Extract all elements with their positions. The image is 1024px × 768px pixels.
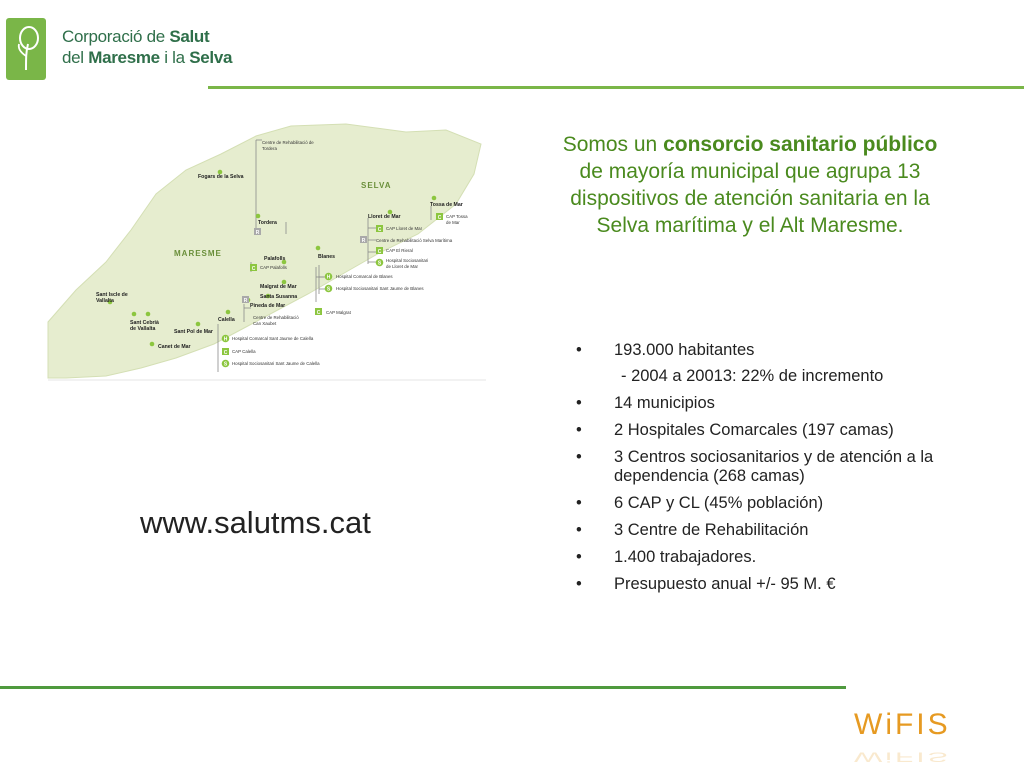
town-dot: [226, 310, 231, 315]
centre-label: CAP Palafolls: [260, 265, 287, 270]
list-item: • 14 municipios: [576, 394, 715, 412]
town-label: Calella: [218, 317, 235, 323]
centre-label: Hospital Sociosanitari Sant Jaume de Blanes: [336, 286, 424, 291]
region-map: [46, 122, 488, 384]
town-label: de Vallalta: [130, 326, 156, 332]
centre-label: Tordera: [262, 146, 277, 151]
facts-list: [576, 341, 996, 602]
centre-label: Centre de Rehabilitació: [253, 315, 299, 320]
tree-logo-icon: [6, 18, 46, 80]
centre-label: Hospital Sociosanitari: [386, 258, 429, 263]
town-dot: [196, 322, 201, 327]
organization-name: Corporació de Salut del Maresme i la Selva: [62, 27, 233, 67]
list-item: • 1.400 trabajadores.: [576, 548, 757, 566]
town-dot: [316, 246, 321, 251]
town-label: Vallalta: [96, 298, 114, 304]
town-label: Sant Pol de Mar: [174, 329, 213, 335]
centre-label: Hospital Sociosanitari Sant Jaume de Calella: [232, 361, 320, 366]
region-label-selva: SELVA: [361, 181, 392, 190]
svg-text:S: S: [377, 260, 382, 267]
town-dot: [150, 342, 155, 347]
town-label: Malgrat de Mar: [260, 284, 297, 290]
town-dot: [432, 196, 437, 201]
svg-text:C: C: [437, 214, 442, 221]
svg-text:R: R: [361, 237, 366, 244]
list-item: • 193.000 habitantes: [576, 341, 755, 359]
centre-label: CAP Malgrat: [326, 310, 351, 315]
region-label-maresme: MARESME: [174, 249, 222, 258]
town-label: Sant Cebrià: [130, 320, 159, 326]
list-item: • 6 CAP y CL (45% población): [576, 494, 824, 512]
town-label: Blanes: [318, 254, 336, 260]
town-dot: [256, 214, 261, 219]
town-label: Santa Susanna: [260, 294, 298, 300]
list-item: • Presupuesto anual +/- 95 M. €: [576, 575, 836, 593]
list-item: • 3 Centros sociosanitarios y de atención a la dependencia (268 camas): [576, 448, 934, 485]
svg-text:WiFIS: WiFIS: [854, 708, 951, 741]
town-label: Canet de Mar: [158, 344, 191, 350]
svg-text:S: S: [223, 361, 228, 368]
intro-highlight: consorcio sanitario público: [663, 133, 938, 156]
svg-text:H: H: [326, 274, 331, 281]
centre-label: CAP Tossa: [446, 214, 468, 219]
town-label: Pineda de Mar: [250, 303, 286, 309]
list-item-sub: - 2004 a 20013: 22% de incremento: [621, 367, 884, 385]
svg-text:R: R: [255, 229, 260, 236]
intro-text: Somos un consorcio sanitario público de mayoría municipal que agrupa 13 dispositivos de atención sanitaria en la Selva marítima y el Alt Maresme.: [562, 133, 938, 237]
town-label: Tossa de Mar: [430, 202, 463, 208]
centre-label: Hospital Comarcal de Blanes: [336, 274, 393, 279]
svg-text:C: C: [377, 226, 382, 233]
town-dot: [132, 312, 137, 317]
svg-text:S: S: [326, 286, 331, 293]
town-label: Sant Iscle de: [96, 292, 128, 298]
svg-text:C: C: [377, 248, 382, 255]
centre-label: Hospital Comarcal Sant Jaume de Calella: [232, 336, 314, 341]
centre-label: CAP Lloret de Mar: [386, 226, 423, 231]
town-label: Lloret de Mar: [368, 214, 401, 220]
list-item: • 3 Centre de Rehabilitación: [576, 521, 809, 539]
svg-text:C: C: [316, 309, 321, 316]
town-label: Tordera: [258, 220, 277, 226]
centre-label: CAP Calella: [232, 349, 256, 354]
centre-label: CAP El Rieral: [386, 248, 413, 253]
centre-label: Centre de Rehabilitació Selva Marítima: [376, 238, 453, 243]
header-divider: [208, 86, 1024, 89]
svg-text:H: H: [223, 336, 228, 343]
svg-text:C: C: [251, 265, 256, 272]
svg-text:R: R: [243, 297, 248, 304]
svg-text:C: C: [223, 349, 228, 356]
town-label: Fogars de la Selva: [198, 174, 244, 180]
town-dot: [146, 312, 151, 317]
website-url: www.salutms.cat: [140, 505, 371, 540]
centre-label: de Lloret de Mar: [386, 264, 418, 269]
centre-label: Can Xaubet: [253, 321, 277, 326]
list-item: • 2 Hospitales Comarcales (197 camas): [576, 421, 894, 439]
footer-divider: [0, 686, 846, 689]
wifis-logo-icon: [852, 704, 992, 765]
svg-text:WiFIS: WiFIS: [854, 749, 951, 765]
centre-label: de Mar: [446, 220, 460, 225]
centre-label: Centre de Rehabilitació de: [262, 140, 314, 145]
town-label: Palafolls: [264, 256, 286, 262]
